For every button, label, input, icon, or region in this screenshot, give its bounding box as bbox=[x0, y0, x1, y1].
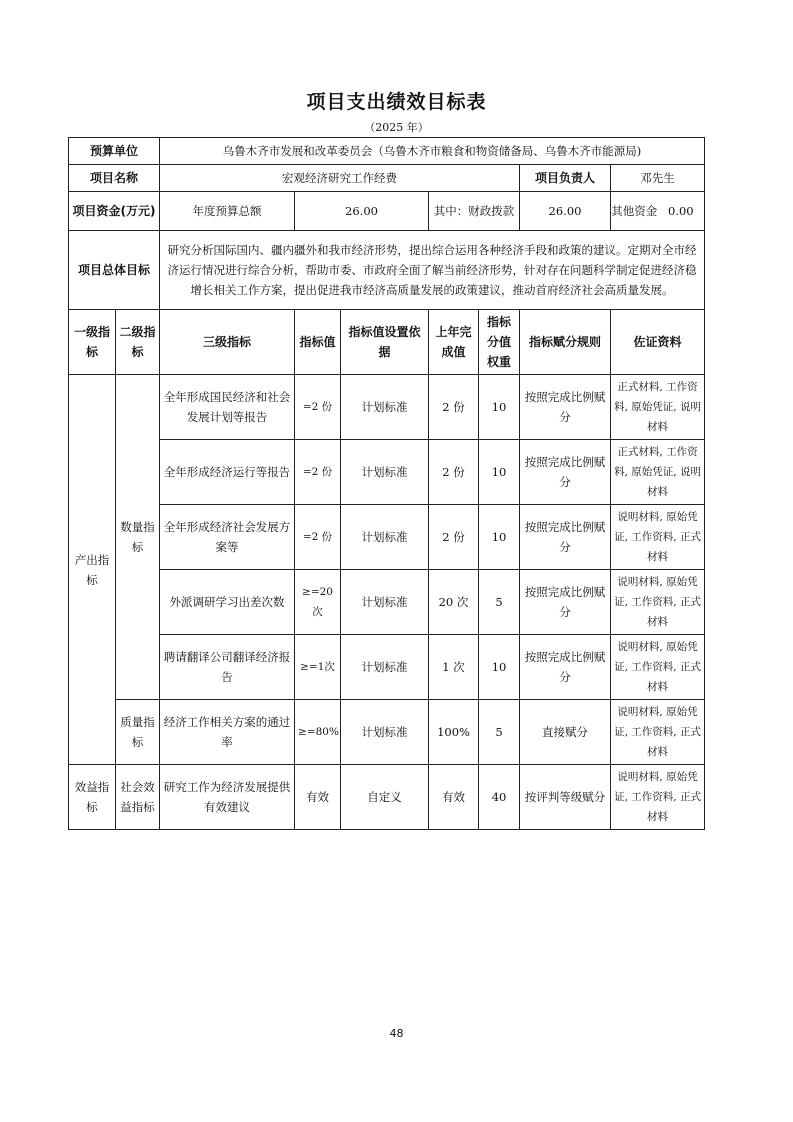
row-overall-goal bbox=[69, 231, 705, 310]
header-value: 指标值 bbox=[295, 310, 341, 375]
cell-basis: 自定义 bbox=[341, 765, 429, 830]
header-rule: 指标赋分规则 bbox=[520, 310, 611, 375]
label-project-funds: 项目资金(万元) bbox=[69, 192, 160, 231]
cell-last-year: 100% bbox=[429, 700, 479, 765]
cell-last-year: 20 次 bbox=[429, 570, 479, 635]
cell-value: =2 份 bbox=[295, 505, 341, 570]
cell-last-year: 2 份 bbox=[429, 505, 479, 570]
cell-level3: 聘请翻译公司翻译经济报告 bbox=[160, 635, 295, 700]
cell-rule: 直接赋分 bbox=[520, 700, 611, 765]
cell-weight: 10 bbox=[479, 505, 520, 570]
cell-evidence: 说明材料, 原始凭证, 工作资料, 正式材料 bbox=[611, 765, 705, 830]
header-last-year: 上年完成值 bbox=[429, 310, 479, 375]
group-quality: 质量指标 bbox=[116, 700, 160, 765]
performance-table bbox=[68, 137, 705, 830]
value-annual-total: 26.00 bbox=[295, 192, 429, 231]
value-overall-goal: 研究分析国际国内、疆内疆外和我市经济形势，提出综合运用各种经济手段和政策的建议。定期对全市经济运行情况进行综合分析，帮助市委、市政府全面了解当前经济形势，针对存在问题科学制定促进经济稳增长相关工作方案，提出促进我市经济高质量发展的政策建议，推动首府经济社会高质量发展。 bbox=[160, 231, 705, 310]
cell-basis: 计划标准 bbox=[341, 700, 429, 765]
cell-last-year: 2 份 bbox=[429, 440, 479, 505]
cell-evidence: 说明材料, 原始凭证, 工作资料, 正式材料 bbox=[611, 570, 705, 635]
cell-rule: 按照完成比例赋分 bbox=[520, 375, 611, 440]
row-project-funds bbox=[69, 192, 705, 231]
header-evidence: 佐证资料 bbox=[611, 310, 705, 375]
table-row bbox=[69, 505, 705, 570]
cell-evidence: 正式材料, 工作资料, 原始凭证, 说明材料 bbox=[611, 440, 705, 505]
page-title: 项目支出绩效目标表 bbox=[306, 91, 487, 113]
cell-value: ≥=20次 bbox=[295, 570, 341, 635]
table-row bbox=[69, 765, 705, 830]
cell-value: ≥=80% bbox=[295, 700, 341, 765]
label-fiscal: 其中：财政拨款 bbox=[429, 192, 520, 231]
cell-weight: 5 bbox=[479, 570, 520, 635]
table-row bbox=[69, 700, 705, 765]
cell-level3: 外派调研学习出差次数 bbox=[160, 570, 295, 635]
cell-basis: 计划标准 bbox=[341, 440, 429, 505]
label-project-name: 项目名称 bbox=[69, 165, 160, 192]
cell-rule: 按照完成比例赋分 bbox=[520, 635, 611, 700]
cell-value: 有效 bbox=[295, 765, 341, 830]
cell-last-year: 有效 bbox=[429, 765, 479, 830]
cell-weight: 10 bbox=[479, 635, 520, 700]
value-project-name: 宏观经济研究工作经费 bbox=[160, 165, 520, 192]
value-project-lead: 邓先生 bbox=[611, 165, 705, 192]
page-number: 48 bbox=[389, 1027, 404, 1040]
cell-rule: 按照完成比例赋分 bbox=[520, 570, 611, 635]
table-row bbox=[69, 635, 705, 700]
cell-level3: 全年形成国民经济和社会发展计划等报告 bbox=[160, 375, 295, 440]
cell-weight: 10 bbox=[479, 375, 520, 440]
cell-last-year: 1 次 bbox=[429, 635, 479, 700]
cell-weight: 5 bbox=[479, 700, 520, 765]
header-level3: 三级指标 bbox=[160, 310, 295, 375]
cell-evidence: 说明材料, 原始凭证, 工作资料, 正式材料 bbox=[611, 635, 705, 700]
group-benefit: 效益指标 bbox=[69, 765, 116, 830]
year-subtitle: （2025 年） bbox=[364, 121, 429, 134]
cell-basis: 计划标准 bbox=[341, 375, 429, 440]
cell-rule: 按照完成比例赋分 bbox=[520, 440, 611, 505]
table-row bbox=[69, 440, 705, 505]
cell-rule: 按照完成比例赋分 bbox=[520, 505, 611, 570]
header-level2: 二级指标 bbox=[116, 310, 160, 375]
cell-basis: 计划标准 bbox=[341, 505, 429, 570]
label-project-lead: 项目负责人 bbox=[520, 165, 611, 192]
value-other-funds: 0.00 bbox=[667, 204, 694, 218]
cell-value: =2 份 bbox=[295, 440, 341, 505]
label-budget-unit: 预算单位 bbox=[69, 138, 160, 165]
cell-other-funds bbox=[611, 192, 705, 231]
header-level1: 一级指标 bbox=[69, 310, 116, 375]
value-fiscal: 26.00 bbox=[520, 192, 611, 231]
row-project-name bbox=[69, 165, 705, 192]
cell-level3: 研究工作为经济发展提供有效建议 bbox=[160, 765, 295, 830]
label-other-funds: 其他资金 bbox=[611, 204, 658, 218]
cell-value: ≥=1次 bbox=[295, 635, 341, 700]
group-output: 产出指标 bbox=[69, 375, 116, 765]
cell-basis: 计划标准 bbox=[341, 635, 429, 700]
cell-evidence: 说明材料, 原始凭证, 工作资料, 正式材料 bbox=[611, 700, 705, 765]
cell-level3: 全年形成经济运行等报告 bbox=[160, 440, 295, 505]
cell-weight: 40 bbox=[479, 765, 520, 830]
cell-level3: 经济工作相关方案的通过率 bbox=[160, 700, 295, 765]
header-weight: 指标分值权重 bbox=[479, 310, 520, 375]
group-social: 社会效益指标 bbox=[116, 765, 160, 830]
value-budget-unit: 乌鲁木齐市发展和改革委员会（乌鲁木齐市粮食和物资储备局、乌鲁木齐市能源局) bbox=[160, 138, 705, 165]
cell-weight: 10 bbox=[479, 440, 520, 505]
cell-level3: 全年形成经济社会发展方案等 bbox=[160, 505, 295, 570]
group-quantity: 数量指标 bbox=[116, 375, 160, 700]
row-indicator-headers bbox=[69, 310, 705, 375]
table-row bbox=[69, 570, 705, 635]
cell-value: =2 份 bbox=[295, 375, 341, 440]
cell-basis: 计划标准 bbox=[341, 570, 429, 635]
cell-rule: 按评判等级赋分 bbox=[520, 765, 611, 830]
label-annual-total: 年度预算总额 bbox=[160, 192, 295, 231]
cell-evidence: 正式材料, 工作资料, 原始凭证, 说明材料 bbox=[611, 375, 705, 440]
label-overall-goal: 项目总体目标 bbox=[69, 231, 160, 310]
row-budget-unit bbox=[69, 138, 705, 165]
cell-last-year: 2 份 bbox=[429, 375, 479, 440]
header-basis: 指标值设置依据 bbox=[341, 310, 429, 375]
cell-evidence: 说明材料, 原始凭证, 工作资料, 正式材料 bbox=[611, 505, 705, 570]
table-row bbox=[69, 375, 705, 440]
